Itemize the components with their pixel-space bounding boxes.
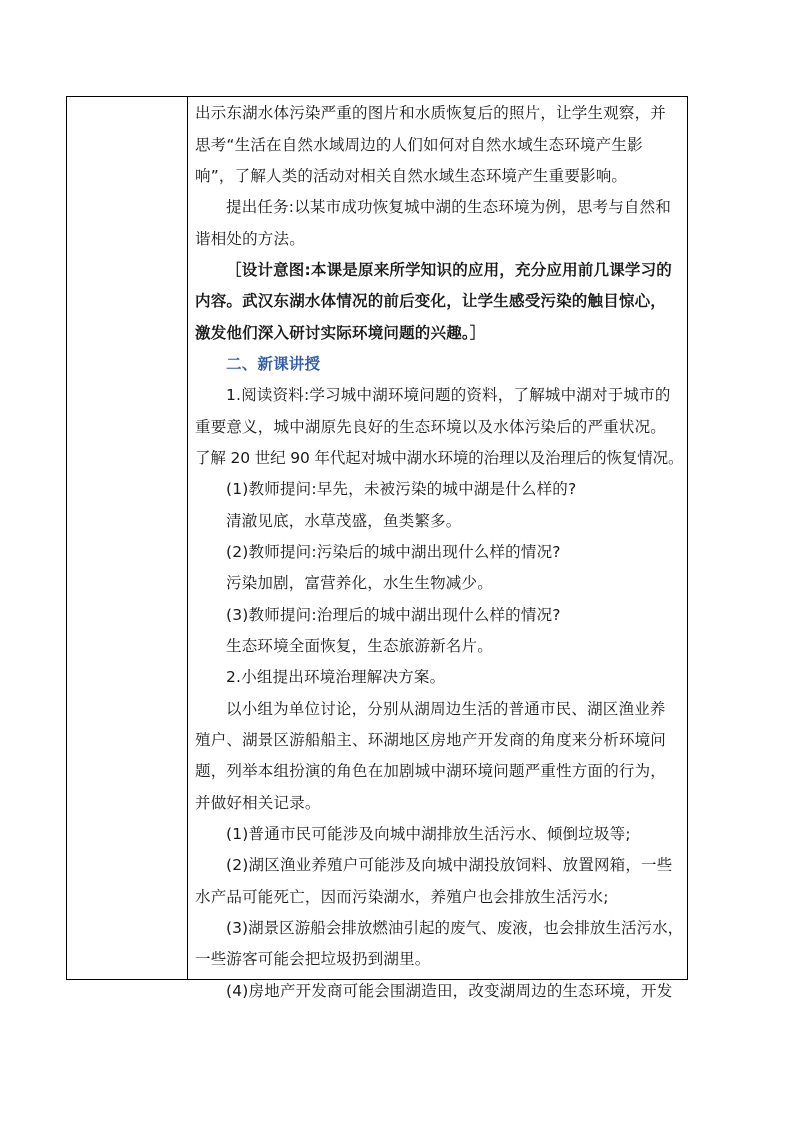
text-line: 提出任务:以某市成功恢复城中湖的生态环境为例，思考与自然和 — [226, 198, 672, 216]
text-line: 题，列举本组扮演的角色在加剧城中湖环境问题严重性方面的行为， — [195, 762, 667, 780]
text-line: 殖户、湖景区游船船主、环湖地区房地产开发商的角度来分析环境问 — [195, 731, 667, 749]
text-line: 并做好相关记录。 — [195, 794, 321, 812]
question: (1)教师提问:早先，未被污染的城中湖是什么样的? — [226, 480, 577, 498]
text-line: 1.阅读资料:学习城中湖环境问题的资料，了解城中湖对于城市的 — [226, 386, 671, 404]
section-heading: 二、新课讲授 — [226, 355, 321, 373]
text-line: 2.小组提出环境治理解决方案。 — [226, 668, 446, 686]
question: (2)教师提问:污染后的城中湖出现什么样的情况? — [226, 543, 561, 561]
design-intent: ［设计意图:本课是原来所学知识的应用，充分应用前几课学习的 — [226, 261, 673, 279]
design-intent: 激发他们深入研讨实际环境问题的兴趣。］ — [195, 324, 486, 342]
text-line: 了解 20 世纪 90 年代起对城中湖水环境的治理以及治理后的恢复情况。 — [195, 449, 684, 467]
list-item: (2)湖区渔业养殖户可能涉及向城中湖投放饲料、放置网箱，一些 — [226, 856, 673, 874]
list-item: (4)房地产开发商可能会围湖造田，改变湖周边的生态环境，开发 — [226, 982, 673, 1000]
answer: 生态环境全面恢复，生态旅游新名片。 — [226, 637, 493, 655]
list-item: 水产品可能死亡，因而污染湖水，养殖户也会排放生活污水; — [195, 888, 609, 906]
list-item: (1)普通市民可能涉及向城中湖排放生活污水、倾倒垃圾等; — [226, 825, 631, 843]
answer: 清澈见底，水草茂盛，鱼类繁多。 — [226, 512, 462, 530]
list-item: (3)湖景区游船会排放燃油引起的废气、废液，也会排放生活污水， — [226, 919, 684, 937]
text-line: 谐相处的方法。 — [195, 230, 305, 248]
text-line: 响”，了解人类的活动对相关自然水域生态环境产生重要影响。 — [195, 167, 628, 185]
text-line: 思考“生活在自然水域周边的人们如何对自然水域生态环境产生影 — [195, 136, 643, 154]
list-item: 一些游客可能会把垃圾扔到湖里。 — [195, 950, 431, 968]
text-line: 以小组为单位讨论，分别从湖周边生活的普通市民、湖区渔业养 — [226, 700, 666, 718]
column-divider — [187, 97, 188, 979]
text-line: 出示东湖水体污染严重的图片和水质恢复后的照片，让学生观察，并 — [195, 104, 667, 122]
answer: 污染加剧，富营养化，水生生物减少。 — [226, 574, 493, 592]
design-intent: 内容。武汉东湖水体情况的前后变化，让学生感受污染的触目惊心， — [195, 292, 667, 310]
question: (3)教师提问:治理后的城中湖出现什么样的情况? — [226, 606, 561, 624]
lesson-table — [66, 96, 688, 1000]
text-line: 重要意义，城中湖原先良好的生态环境以及水体污染后的严重状况。 — [195, 418, 667, 436]
